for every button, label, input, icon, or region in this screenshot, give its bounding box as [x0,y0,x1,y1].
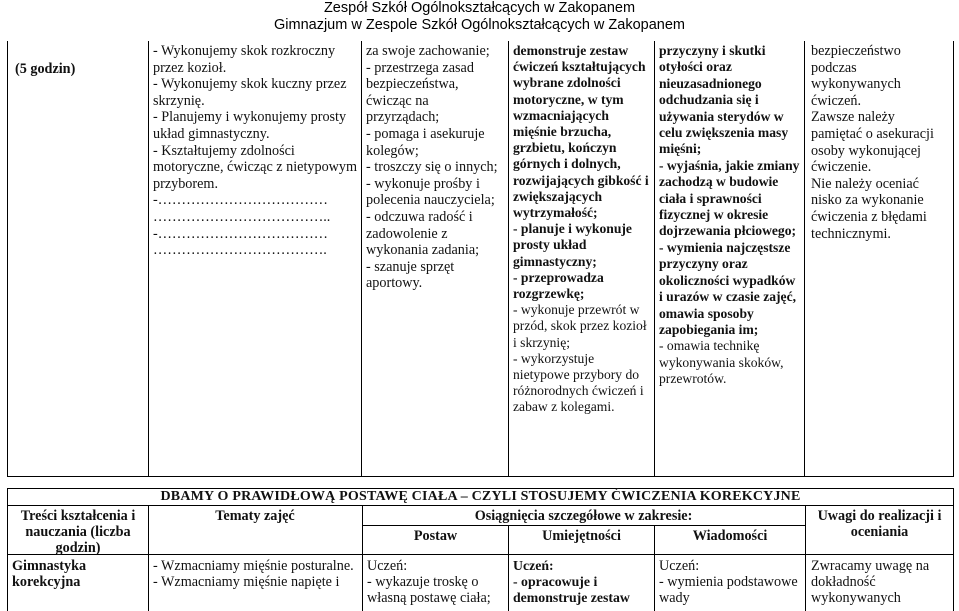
knowledge-cell [659,43,802,388]
topic-item: - Planujemy i wykonujemy prosty układ gimnastyczny. [153,109,350,142]
attitude-item: - przestrzega zasad bezpieczeństwa, ćwicząc na przyrządach; [366,59,478,126]
attitude-item: - odczuwa radość i zadowolenie z wykonania zadania; [366,208,480,259]
knowledge-item: - wyjaśnia, jakie zmiany zachodzą w budowie ciała i sprawności fizycznej w okresie dojrzewania płciowego; [659,157,803,239]
attitude-item: za swoje zachowanie; [366,43,490,59]
topic-item: - Wykonujemy skok rozkroczny przez kozioł. [153,43,339,76]
topic-item: - Kształtujemy zdolności motoryczne, ćwicząc z nietypowym przyborem. [153,142,361,192]
skill-item: - przeprowadza rozgrzewkę; [513,269,608,302]
attitude-item: - wykonuje prośby i polecenia nauczyciela; [366,175,495,209]
skill-item: - wykorzystuje nietypowe przybory do różnorodnych ćwiczeń i zabaw z kolegami. [513,350,648,415]
remark-item: Zawsze należy pamiętać o asekuracji osoby wykonującej ćwiczenie. [811,109,938,176]
row-postawa: Uczeń: - wykazuje troskę o własną postawę ciała; [367,558,491,607]
attitude-item: - troszczy się o innych; [366,159,498,176]
hours-cell: (5 godzin) [15,61,76,77]
row-wiadomosci: Uczeń: - wymienia podstawowe wady [659,558,798,607]
header-osiagniecia: Osiągnięcia szczegółowe w zakresie: [474,508,693,524]
header-uwagi: Uwagi do realizacji i oceniania [817,508,942,541]
header-tresci: Treści kształcenia i nauczania (liczba godzin) [20,508,136,557]
knowledge-item: - omawia technikę wykonywania skoków, przewrotów. [659,338,787,387]
skill-item: - planuje i wykonuje prosty układ gimnastyczny; [513,221,636,269]
topic-item: -……………………………… ……………………………….. [153,192,332,225]
knowledge-item: przyczyny i skutki otyłości oraz nieuzasadnionego odchudzania się i używania sterydów w celu zwiększenia masy mięśni; [659,43,792,157]
topic-item: - Wykonujemy skok kuczny przez skrzynię. [153,76,351,109]
topics-cell [153,43,361,259]
header-wiadomosci: Wiadomości [692,528,768,544]
row-tematy: - Wzmacniamy mięśnie posturalne. - Wzmacniamy mięśnie napięte i [153,558,354,591]
topic-item: -……………………………… ………………………………. [153,225,332,259]
skill-item: - wykonuje przewrót w przód, skok przez kozioł i skrzynię; [513,302,651,350]
header-line-1: Zespół Szkół Ogólnokształcących w Zakopanem [323,0,636,16]
curriculum-table-top [7,41,954,477]
remark-item: bezpieczeństwo podczas wykonywanych ćwiczeń. [811,43,905,109]
skills-cell [513,43,651,416]
row-tresci: Gimnastyka korekcyjna [12,558,87,591]
header-postawa: Postaw [413,528,458,544]
knowledge-item: - wymienia najczęstsze przyczyny oraz okoliczności wypadków i urazów w czasie zajęć, omawia sposoby zapobiegania im; [659,239,800,337]
remarks-cell [811,43,949,242]
attitudes-cell [366,43,504,292]
header-tematy: Tematy zajęć [215,508,295,524]
header-line-2: Gimnazjum w Zespole Szkół Ogólnokształcących w Zakopanem [274,17,685,33]
attitude-item: - szanuje sprzęt aportowy. [366,258,458,292]
attitude-item: - pomaga i asekuruje kolegów; [366,125,489,159]
remark-item: Nie należy oceniać nisko za wykonanie ćwiczenia z błędami technicznymi. [811,175,931,242]
row-umiejetnosci: Uczeń: - opracowuje i demonstruje zestaw [513,558,630,606]
curriculum-table-bottom [7,488,954,611]
row-uwagi: Zwracamy uwagę na dokładność wykonywanych [811,558,930,607]
skill-item: demonstruje zestaw ćwiczeń kształtujących wybrane zdolności motoryczne, w tym wzmacniających mięśnie brzucha, grzbietu, kończyn górnych i dolnych, rozwijających gibkość i zwiększających wytrzymałość; [513,43,653,221]
section-title: DBAMY O PRAWIDŁOWĄ POSTAWĘ CIAŁA – CZYLI STOSUJEMY ĆWICZENIA KOREKCYJNE [160,489,801,504]
page-header [0,0,959,34]
header-umiejetnosci: Umiejętności [542,528,621,544]
